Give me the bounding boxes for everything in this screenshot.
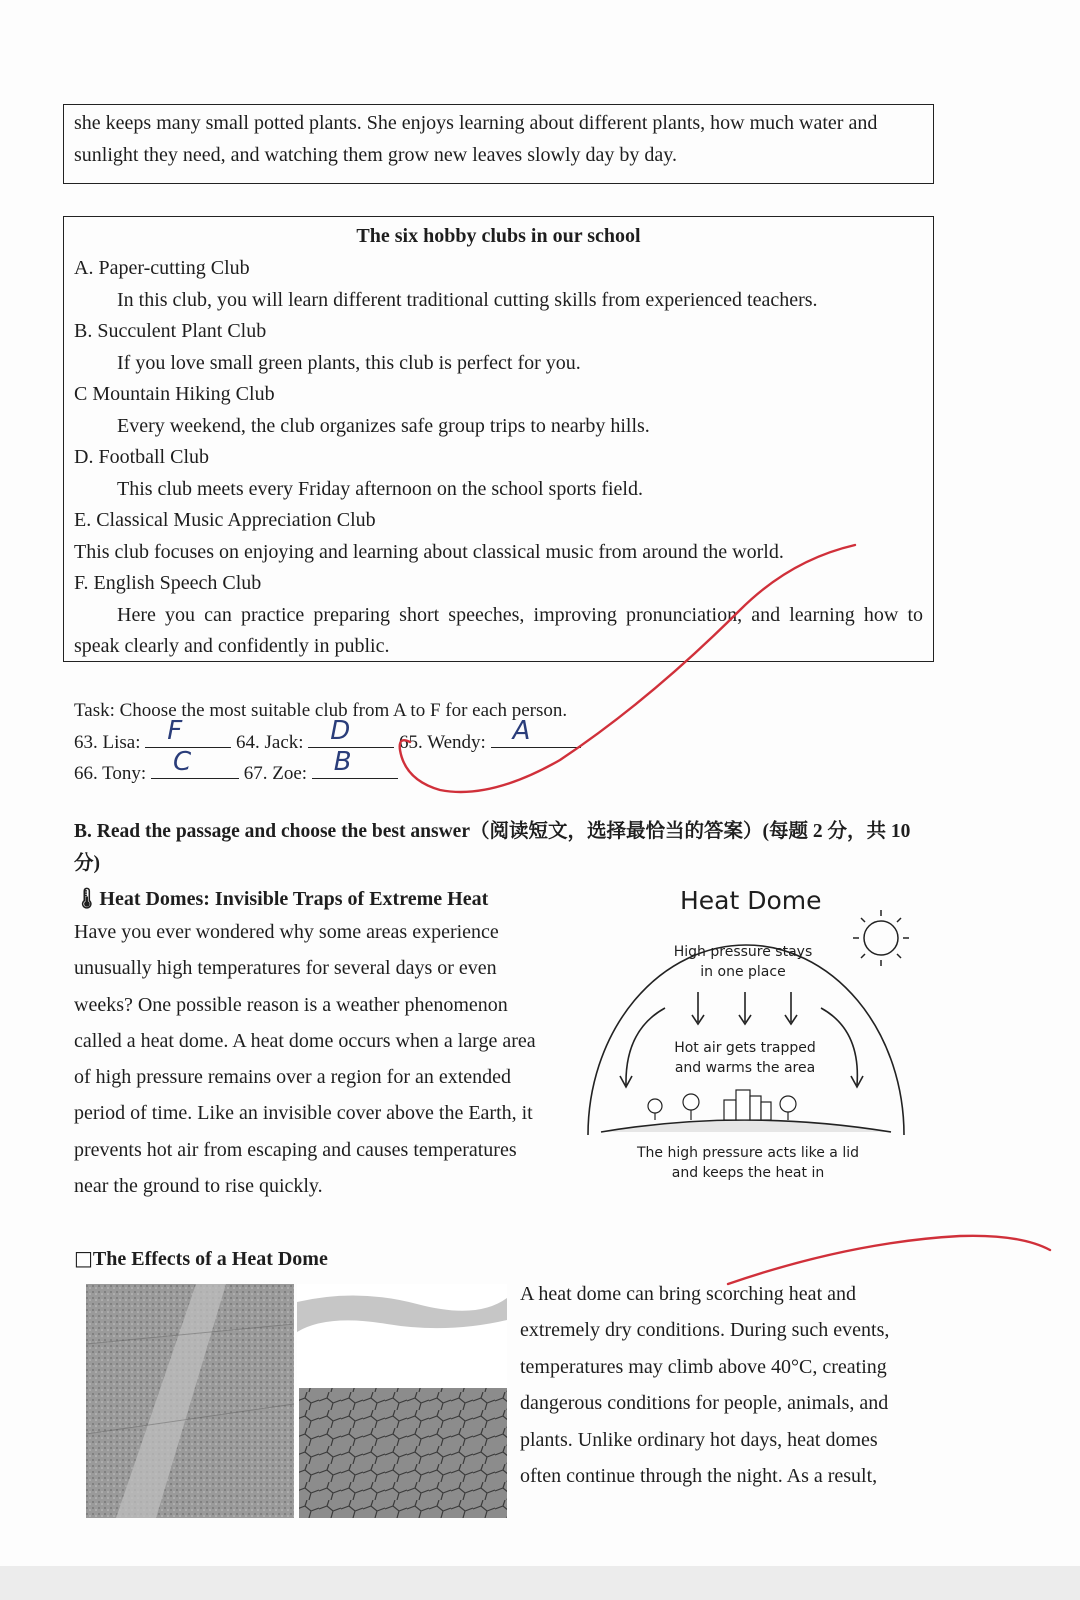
- club-a-title: A. Paper-cutting Club: [74, 257, 250, 279]
- q67-answer-blank[interactable]: [312, 747, 398, 779]
- q63-answer-blank[interactable]: [145, 716, 231, 748]
- q67-label: 67. Zoe:: [243, 763, 308, 784]
- answer-line-1: [74, 716, 934, 757]
- club-d-desc: This club meets every Friday afternoon on the school sports field.: [117, 477, 643, 500]
- effects-paragraph: A heat dome can bring scorching heat and extremely dry conditions. During such events, temperatures may climb above 40°C, creating dangerous conditions for people, animals, and plants. Unlike ordinary hot days, heat domes often continue through the night. As a result,: [520, 1283, 890, 1488]
- q64-label: 64. Jack:: [236, 732, 304, 753]
- q63-handwritten-answer: F: [167, 716, 183, 746]
- q67-handwritten-answer: B: [333, 747, 352, 777]
- label-hot-air: Hot air gets trapped and warms the area: [674, 1040, 816, 1076]
- club-f-desc: Here you can practice preparing short speeches, improving pronunciation, and learning how to speak clearly and confidently in public.: [74, 603, 923, 657]
- club-b-title: B. Succulent Plant Club: [74, 320, 267, 342]
- answer-line-2: [74, 747, 934, 788]
- clubs-box: [63, 216, 934, 662]
- cracked-road-photo: [86, 1284, 294, 1518]
- box-icon: □: [74, 1246, 93, 1270]
- article-paragraph: Have you ever wondered why some areas experience unusually high temperatures for several days or even weeks? One possible reason is a weather phenomenon called a heat dome. A heat dome occurs when a large area of high pressure remains over a region for an extended period of time. Like an invisible cover above the Earth, it prevents hot air from escaping and causes temperatures near the ground to rise quickly.: [74, 921, 536, 1198]
- effects-title: [74, 1244, 328, 1273]
- q64-answer-blank[interactable]: [308, 716, 394, 748]
- heat-dome-diagram: [583, 880, 928, 1190]
- bottom-edge: [0, 1566, 1080, 1600]
- q65-label: 65. Wendy:: [399, 732, 486, 753]
- effects-title-text: The Effects of a Heat Dome: [92, 1248, 328, 1270]
- task-section: [74, 695, 934, 788]
- club-e-desc: This club focuses on enjoying and learning about classical music from around the world.: [74, 540, 784, 563]
- thermometer-icon: 🌡︎: [74, 886, 100, 910]
- article-title-text: Heat Domes: Invisible Traps of Extreme Heat: [99, 888, 489, 910]
- q65-answer-blank[interactable]: [491, 716, 581, 748]
- article-title: [74, 884, 488, 913]
- intro-paragraph: she keeps many small potted plants. She enjoys learning about different plants, how much water and sunlight they need, and watching them grow new leaves slowly day by day.: [74, 112, 878, 166]
- club-b-desc: If you love small green plants, this club is perfect for you.: [117, 351, 581, 374]
- clubs-heading: The six hobby clubs in our school: [356, 225, 641, 247]
- q65-handwritten-answer: A: [512, 716, 531, 746]
- town-buildings: [648, 1090, 796, 1120]
- q64-handwritten-answer: D: [330, 716, 351, 746]
- club-f-title: F. English Speech Club: [74, 572, 262, 594]
- q66-handwritten-answer: C: [172, 747, 192, 777]
- club-d-title: D. Football Club: [74, 446, 210, 468]
- dry-field-photo: [297, 1284, 507, 1518]
- section-b-heading: B. Read the passage and choose the best answer（阅读短文，选择最恰当的答案）(每题 2 分，共 10 分): [74, 821, 911, 874]
- ground: [601, 1120, 891, 1132]
- club-c-title: C Mountain Hiking Club: [74, 383, 275, 405]
- q66-label: 66. Tony:: [74, 763, 147, 784]
- figure-caption: The high pressure acts like a lid and keeps the heat in: [636, 1145, 860, 1181]
- q66-answer-blank[interactable]: [151, 747, 239, 779]
- q63-label: 63. Lisa:: [74, 732, 141, 753]
- sun-icon: [853, 910, 909, 966]
- club-c-desc: Every weekend, the club organizes safe group trips to nearby hills.: [117, 414, 650, 437]
- task-instruction: Task: Choose the most suitable club from A to F for each person.: [74, 700, 568, 721]
- club-a-desc: In this club, you will learn different traditional cutting skills from experienced teachers.: [117, 288, 818, 311]
- figure-title: Heat Dome: [680, 886, 822, 915]
- intro-text-box: [63, 104, 934, 184]
- label-high-pressure: High pressure stays in one place: [673, 944, 813, 980]
- club-e-title: E. Classical Music Appreciation Club: [74, 509, 376, 531]
